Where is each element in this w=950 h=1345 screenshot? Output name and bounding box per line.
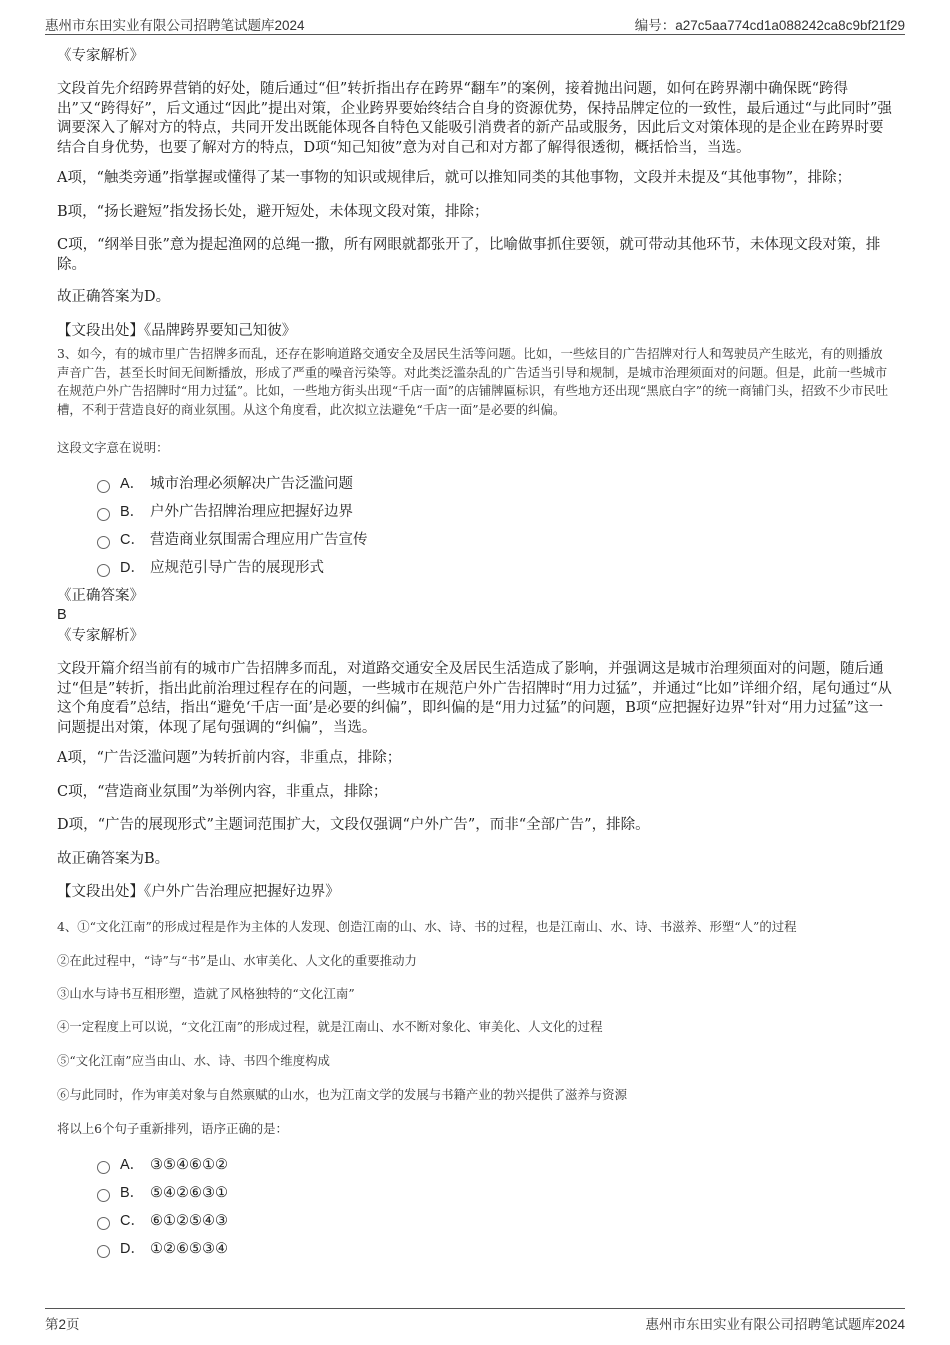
option-text: ⑤④②⑥③① [150, 1185, 228, 1201]
q3-option-d-note: D项，“广告的展现形式”主题词范围扩大，文段仅强调“户外广告”，而非“全部广告”，排除。 [57, 817, 650, 833]
q3-option-c[interactable] [97, 530, 368, 550]
option-text: ⑥①②⑤④③ [150, 1213, 228, 1229]
option-key: C． [120, 532, 145, 548]
q4-option-b[interactable] [97, 1183, 228, 1203]
q2-conclusion: 故正确答案为D。 [57, 289, 171, 305]
q2-option-a-note: A项，“触类旁通”指掌握或懂得了某一事物的知识或规律后，就可以推知同类的其他事物，文段并未提及“其他事物”，排除； [57, 170, 852, 186]
q4-stem: 将以上6个句子重新排列，语序正确的是： [57, 1121, 288, 1136]
q2-option-c-note: C项，“纲举目张”意为提起渔网的总绳一撒，所有网眼就都张开了，比喻做事抓住要领，就可带动其他环节，未体现文段对策，排除。 [57, 237, 881, 273]
q3-option-d[interactable] [97, 558, 324, 578]
header-title: 惠州市东田实业有限公司招聘笔试题库2024 [45, 18, 305, 33]
option-key: D． [120, 560, 145, 576]
option-text: 应规范引导广告的展现形式 [150, 560, 324, 576]
radio-icon[interactable] [97, 1245, 110, 1258]
option-text: 营造商业氛围需合理应用广告宣传 [150, 532, 368, 548]
q4-sentence-3: ③山水与诗书互相形塑，造就了风格独特的“文化江南” [57, 986, 355, 1001]
q3-expert-heading: 《专家解析》 [57, 628, 144, 644]
q3-source: 【文段出处】《户外广告治理应把握好边界》 [57, 884, 340, 900]
footer-title: 惠州市东田实业有限公司招聘笔试题库2024 [645, 1317, 905, 1332]
q3-answer: B [57, 607, 67, 623]
radio-icon[interactable] [97, 480, 110, 493]
radio-icon[interactable] [97, 1189, 110, 1202]
q3-question: 3、如今，有的城市里广告招牌多而乱，还存在影响道路交通安全及居民生活等问题。比如，一些炫目的广告招牌对行人和驾驶员产生眩光，有的则播放声音广告，甚至长时间无间断播放，形成了严重的噪音污染等。对此类泛滥杂乱的广告适当引导和规制，是城市治理须面对的问题。但是，此前一些城市在规范户外广告招牌时“用力过猛”。比如，一些地方街头出现“千店一面”的店铺牌匾标识，有些地方还出现“黑底白字”的统一商铺门头，招致不少市民吐槽，不利于营造良好的商业氛围。从这个角度看，此次拟立法避免“千店一面”是必要的纠偏。 [57, 346, 889, 417]
q3-option-a-note: A项，“广告泛滥问题”为转折前内容，非重点，排除； [57, 750, 402, 766]
option-key: B． [120, 1185, 145, 1201]
q4-sentence-1: 4、①“文化江南”的形成过程是作为主体的人发现、创造江南的山、水、诗、书的过程，也是江南山、水、诗、书滋养、形塑“人”的过程 [57, 919, 797, 934]
q2-expert-heading: 《专家解析》 [57, 48, 144, 64]
option-text: 户外广告招牌治理应把握好边界 [150, 504, 353, 520]
q4-option-a[interactable] [97, 1155, 228, 1175]
option-key: C． [120, 1213, 145, 1229]
option-key: B． [120, 504, 145, 520]
q3-option-c-note: C项，“营造商业氛围”为举例内容，非重点，排除； [57, 784, 388, 800]
q4-sentence-5: ⑤“文化江南”应当由山、水、诗、书四个维度构成 [57, 1053, 330, 1068]
option-text: ①②⑥⑤③④ [150, 1241, 228, 1257]
q3-stem: 这段文字意在说明： [57, 440, 169, 455]
radio-icon[interactable] [97, 536, 110, 549]
q4-sentence-2: ②在此过程中，“诗”与“书”是山、水审美化、人文化的重要推动力 [57, 953, 417, 968]
page-header [45, 12, 905, 35]
q4-sentence-6: ⑥与此同时，作为审美对象与自然禀赋的山水，也为江南文学的发展与书籍产业的勃兴提供了滋养与资源 [57, 1087, 627, 1102]
header-serial-number: 编号：a27c5aa774cd1a088242ca8c9bf21f29 [634, 18, 905, 33]
q3-option-b[interactable] [97, 502, 353, 522]
page-footer [45, 1308, 905, 1333]
q3-analysis: 文段开篇介绍当前有的城市广告招牌多而乱，对道路交通安全及居民生活造成了影响，并强调这是城市治理须面对的问题，随后通过“但是”转折，指出此前治理过程存在的问题，一些城市在规范户外广告招牌时“用力过猛”，并通过“比如”详细介绍，尾句通过“从这个角度看”总结，指出“避免‘千店一面’是必要的纠偏”，即纠偏的是“用力过猛”的问题，B项“应把握好边界”针对“用力过猛”这一问题提出对策，体现了尾句强调的“纠偏”，当选。 [57, 661, 892, 736]
radio-icon[interactable] [97, 508, 110, 521]
radio-icon[interactable] [97, 1161, 110, 1174]
option-text: ③⑤④⑥①② [150, 1157, 228, 1173]
q4-option-c[interactable] [97, 1211, 228, 1231]
q4-sentence-4: ④一定程度上可以说，“文化江南”的形成过程，就是江南山、水不断对象化、审美化、人文化的过程 [57, 1019, 603, 1034]
q3-answer-heading: 《正确答案》 [57, 588, 144, 604]
radio-icon[interactable] [97, 564, 110, 577]
q2-option-b-note: B项，“扬长避短”指发扬长处，避开短处，未体现文段对策，排除； [57, 204, 489, 220]
option-key: A． [120, 1157, 145, 1173]
option-text: 城市治理必须解决广告泛滥问题 [150, 476, 353, 492]
option-key: A． [120, 476, 145, 492]
q3-conclusion: 故正确答案为B。 [57, 851, 170, 867]
radio-icon[interactable] [97, 1217, 110, 1230]
q4-option-d[interactable] [97, 1239, 228, 1259]
option-key: D． [120, 1241, 145, 1257]
q3-option-a[interactable] [97, 474, 353, 494]
page-number: 第2页 [45, 1317, 80, 1332]
q2-source: 【文段出处】《品牌跨界要知己知彼》 [57, 323, 297, 339]
q2-analysis: 文段首先介绍跨界营销的好处，随后通过“但”转折指出存在跨界“翻车”的案例，接着抛出问题，如何在跨界潮中确保既“跨得出”又“跨得好”，后文通过“因此”提出对策，企业跨界要始终结合自身的资源优势，保持品牌定位的一致性，最后通过“与此同时”强调要深入了解对方的特点，共同开发出既能体现各自特色又能吸引消费者的新产品或服务，因此后文对策体现的是企业在跨界时要结合自身优势，也要了解对方的特点，D项“知己知彼”意为对自己和对方都了解得很透彻，概括恰当，当选。 [57, 81, 892, 156]
